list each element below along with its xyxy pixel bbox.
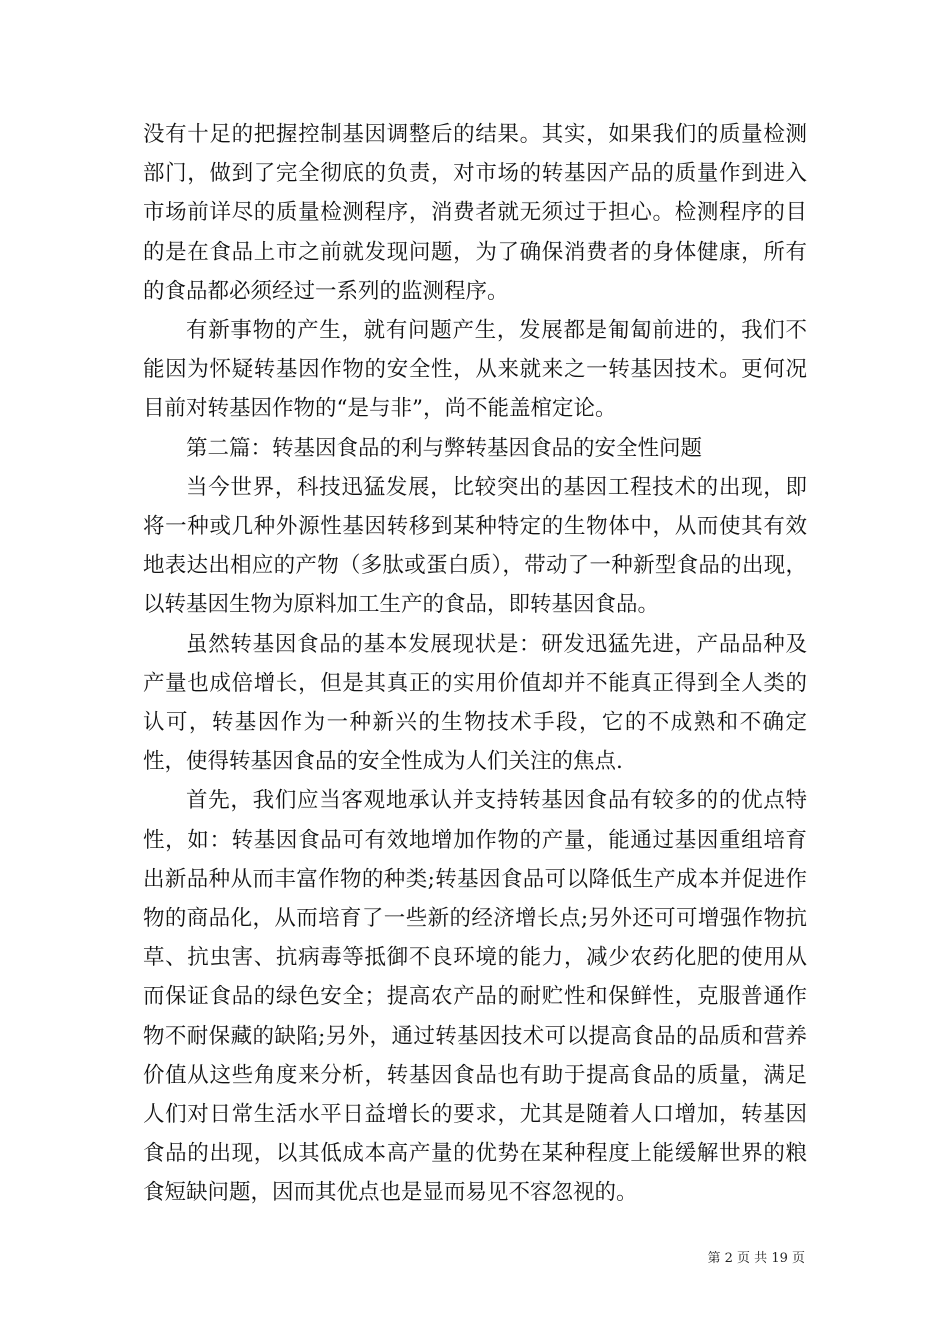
paragraph-continuation: 没有十足的把握控制基因调整后的结果。其实，如果我们的质量检测部门，做到了完全彻底的负责，对市场的转基因产品的质量作到进入市场前详尽的质量检测程序，消费者就无须过于担心。检测程序的目的是在食品上市之前就发现问题，为了确保消费者的身体健康，所有的食品都必须经过一系列的监测程序。 xyxy=(143,122,807,304)
section-heading: 第二篇：转基因食品的利与弊转基因食品的安全性问题 xyxy=(186,435,703,461)
paragraph-advantages: 首先，我们应当客观地承认并支持转基因食品有较多的的优点特性，如：转基因食品可有效地增加作物的产量，能通过基因重组培育出新品种从而丰富作物的种类;转基因食品可以降低生产成本并促进作物的商品化，从而培育了一些新的经济增长点;另外还可可增强作物抗草、抗虫害、抗病毒等抵御不良环境的能力，减少农药化肥的使用从而保证食品的绿色安全；提高农产品的耐贮性和保鲜性，克服普通作物不耐保藏的缺陷;另外，通过转基因技术可以提高食品的品质和营养价值从这些角度来分析，转基因食品也有助于提高食品的质量，满足人们对日常生活水平日益增长的要求，尤其是随着人口增加，转基因食品的出现，以其低成本高产量的优势在某种程度上能缓解世界的粮食短缺问题，因而其优点也是显而易见不容忽视的。 xyxy=(143,788,807,1206)
paragraph-new-things: 有新事物的产生，就有问题产生，发展都是匍匐前进的，我们不能因为怀疑转基因作物的安全性，从来就来之一转基因技术。更何况目前对转基因作物的“是与非”，尚不能盖棺定论。 xyxy=(143,318,807,422)
paragraph-status: 虽然转基因食品的基本发展现状是：研发迅猛先进，产品品种及产量也成倍增长，但是其真正的实用价值却并不能真正得到全人类的认可，转基因作为一种新兴的生物技术手段，它的不成熟和不确定性，使得转基因食品的安全性成为人们关注的焦点. xyxy=(143,631,807,775)
page-number-footer: 第 2 页 共 19 页 xyxy=(707,1251,805,1266)
body-text xyxy=(143,115,807,1213)
paragraph-intro: 当今世界，科技迅猛发展，比较突出的基因工程技术的出现，即将一种或几种外源性基因转移到某种特定的生物体中，从而使其有效地表达出相应的产物（多肽或蛋白质），带动了一种新型食品的出现，以转基因生物为原料加工生产的食品，即转基因食品。 xyxy=(143,474,807,618)
